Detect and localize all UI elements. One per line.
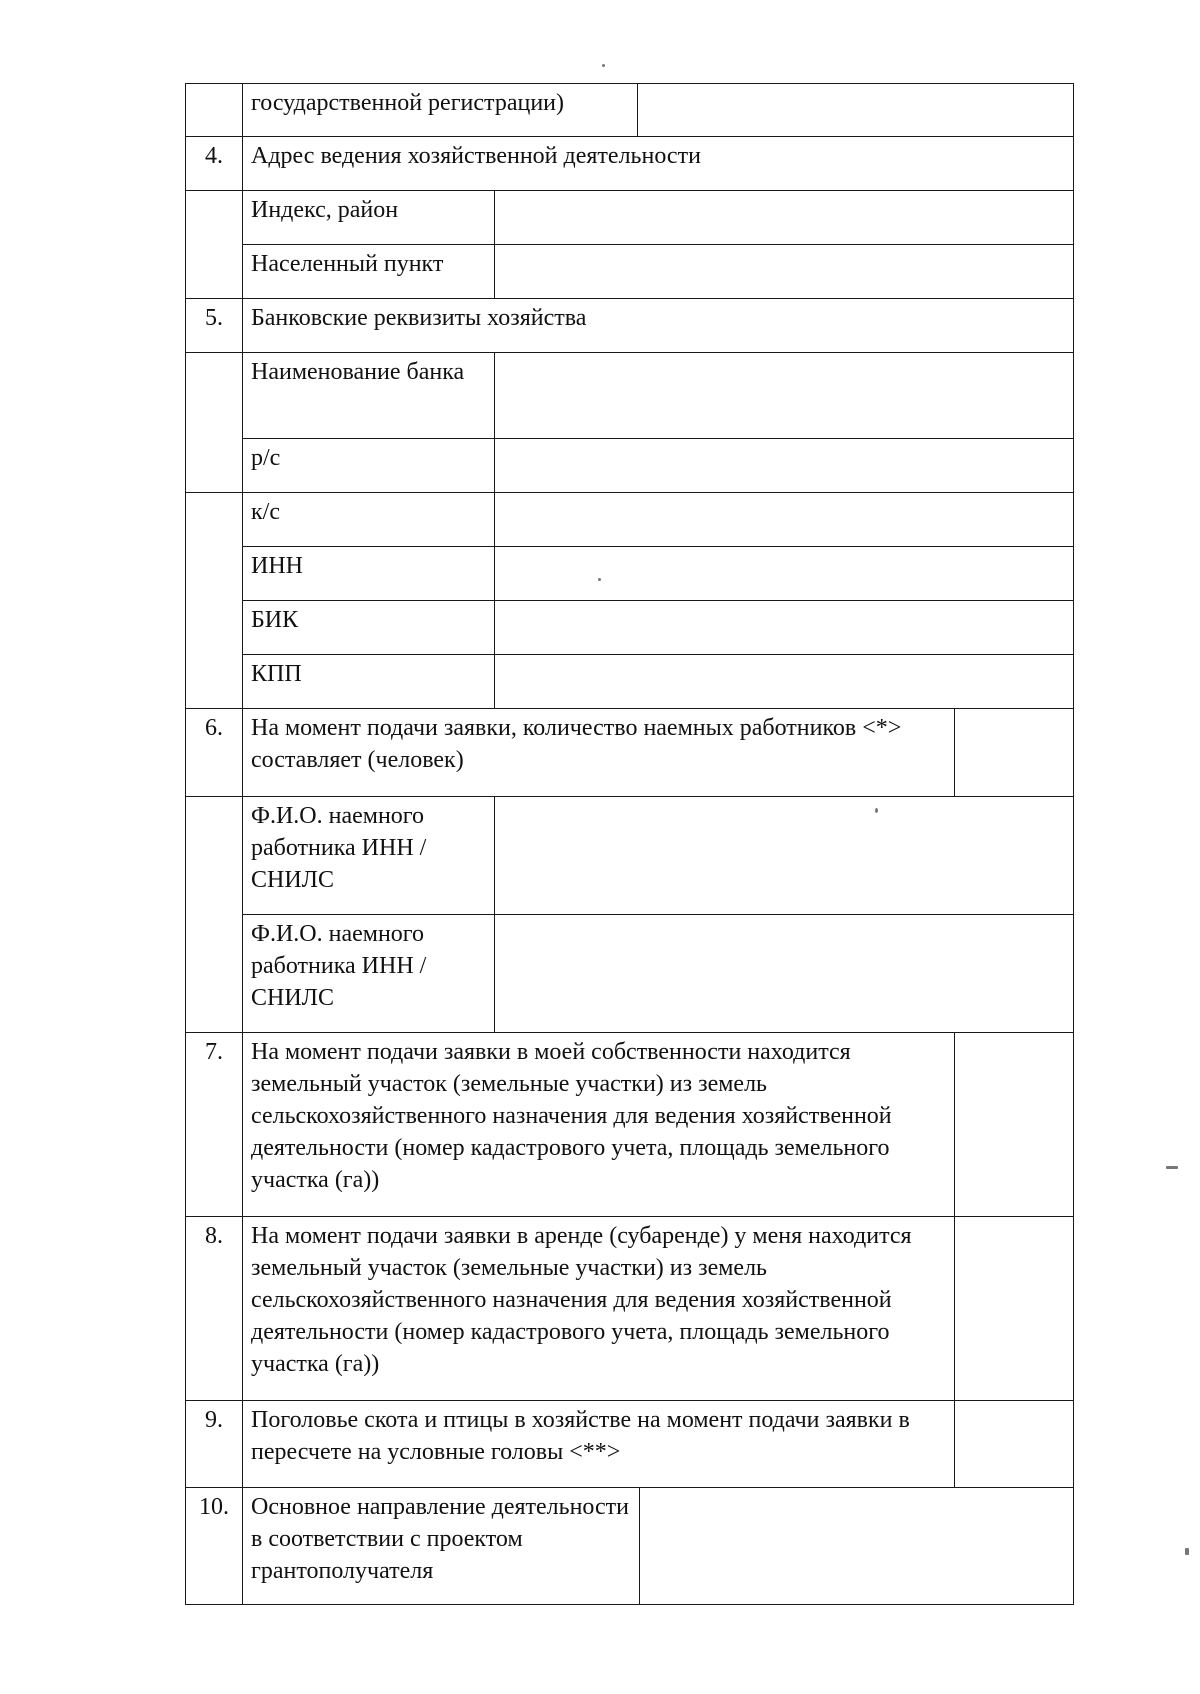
row-number-cell-empty [185, 352, 243, 493]
employee-2-field[interactable] [494, 914, 1074, 1033]
employee-1-label-cell: Ф.И.О. наемного работника ИНН / СНИЛС [242, 796, 495, 915]
settlement-account-field[interactable] [494, 438, 1074, 493]
index-district-field[interactable] [494, 190, 1074, 245]
main-activity-label-cell: Основное направление деятельности в соответствии с проектом грантополучателя [242, 1487, 640, 1605]
scan-speck [598, 578, 601, 581]
scan-speck [1185, 1548, 1189, 1555]
section-heading-cell: Адрес ведения хозяйственной деятельности [242, 136, 1074, 191]
index-district-label-cell: Индекс, район [242, 190, 495, 245]
scan-speck [602, 64, 605, 67]
scan-speck [875, 808, 878, 813]
inn-field[interactable] [494, 546, 1074, 601]
row-number-cell: 6. [185, 708, 243, 797]
corr-account-label-cell: к/с [242, 492, 495, 547]
kpp-field[interactable] [494, 654, 1074, 709]
employees-count-field[interactable] [954, 708, 1074, 797]
inn-label-cell: ИНН [242, 546, 495, 601]
registration-label-cell: государственной регистрации) [242, 83, 638, 137]
row-number-cell-empty [185, 796, 243, 1033]
row-number-cell [185, 83, 243, 137]
employee-1-field[interactable] [494, 796, 1074, 915]
employees-count-label-cell: На момент подачи заявки, количество наемных работников <*> составляет (человек) [242, 708, 955, 797]
scan-speck [1166, 1166, 1178, 1169]
employee-2-label-cell: Ф.И.О. наемного работника ИНН / СНИЛС [242, 914, 495, 1033]
settlement-label-cell: Населенный пункт [242, 244, 495, 299]
settlement-field[interactable] [494, 244, 1074, 299]
row-number-cell-empty [185, 190, 243, 299]
owned-land-label-cell: На момент подачи заявки в моей собственности находится земельный участок (земельные участки) из земель сельскохозяйственного назначения для ведения хозяйственной деятельности (номер кадастрового учета, площадь земельного участка (га)) [242, 1032, 955, 1217]
row-number-cell: 9. [185, 1400, 243, 1488]
corr-account-field[interactable] [494, 492, 1074, 547]
bik-field[interactable] [494, 600, 1074, 655]
row-number-cell: 4. [185, 136, 243, 191]
row-number-cell: 5. [185, 298, 243, 353]
bik-label-cell: БИК [242, 600, 495, 655]
livestock-label-cell: Поголовье скота и птицы в хозяйстве на момент подачи заявки в пересчете на условные головы <**> [242, 1400, 955, 1488]
kpp-label-cell: КПП [242, 654, 495, 709]
bank-name-label-cell: Наименование банка [242, 352, 495, 439]
settlement-account-label-cell: р/с [242, 438, 495, 493]
owned-land-field[interactable] [954, 1032, 1074, 1217]
registration-value-field[interactable] [637, 83, 1074, 137]
bank-name-field[interactable] [494, 352, 1074, 439]
row-number-cell: 7. [185, 1032, 243, 1217]
section-heading-cell: Банковские реквизиты хозяйства [242, 298, 1074, 353]
leased-land-label-cell: На момент подачи заявки в аренде (субаренде) у меня находится земельный участок (земельные участки) из земель сельскохозяйственного назначения для ведения хозяйственной деятельности (номер кадастрового учета, площадь земельного участка (га)) [242, 1216, 955, 1401]
row-number-cell-empty [185, 492, 243, 709]
main-activity-field[interactable] [639, 1487, 1074, 1605]
row-number-cell: 10. [185, 1487, 243, 1605]
leased-land-field[interactable] [954, 1216, 1074, 1401]
row-number-cell: 8. [185, 1216, 243, 1401]
livestock-field[interactable] [954, 1400, 1074, 1488]
